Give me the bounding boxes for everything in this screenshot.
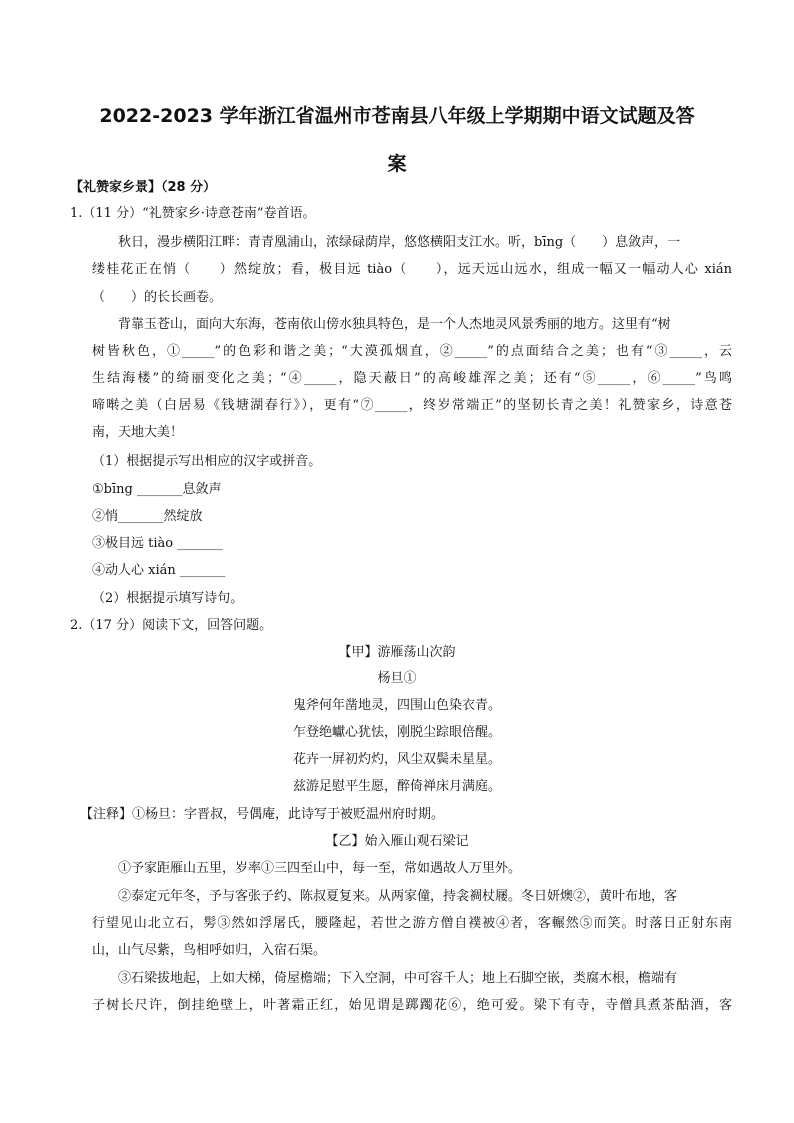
q1-item: ④动人心 xián _______ xyxy=(92,563,226,578)
q1-para2-line: 生结海楼”的绮丽变化之美；“④_____，隐天蔽日”的高峻雄浑之美；还有“⑤_____，⑥_____”鸟鸣 xyxy=(92,371,732,386)
q1-sub1: （1）根据提示写出相应的汉字或拼音。 xyxy=(92,454,322,469)
prose-line: 山，山气尽紫，鸟相呼如归，入宿石渠。 xyxy=(92,943,327,958)
poem-line: 鬼斧何年凿地灵，四围山色染衣青。 xyxy=(292,698,501,713)
q1-para1-line: 缕桂花正在悄（ ）然绽放；看，极目远 tiào（ ），远天远山远水，组成一幅又一幅动人心 xián xyxy=(92,262,732,277)
prose-line: ①予家距雁山五里，岁率①三四至山中，每一至，常如遇故人万里外。 xyxy=(118,861,522,876)
poem-author: 杨旦① xyxy=(377,671,417,686)
q1-para2-line: 背靠玉苍山，面向大东海，苍南依山傍水独具特色，是一个人杰地灵风景秀丽的地方。这里有“树 xyxy=(118,317,671,332)
q1-sub2: （2）根据提示填写诗句。 xyxy=(92,591,244,606)
section-header xyxy=(70,178,216,198)
document-title xyxy=(60,92,734,188)
title-line-1: 2022-2023 学年浙江省温州市苍南县八年级上学期期中语文试题及答 xyxy=(99,105,695,127)
prose-line: ③石梁拔地起，上如大梯，倚屋檐端；下入空洞，中可容千人；地上石脚空嵌，类腐木根，檐端有 xyxy=(118,971,678,986)
prose-line: 子树长尺许，倒挂绝壁上，叶著霜正红，始见谓是踯躅花⑥，绝可爱。梁下有寺，寺僧具煮茶酤酒，客 xyxy=(92,998,732,1013)
q1-para2-line: 树皆秋色，①_____”的色彩和谐之美；“大漠孤烟直，②_____”的点面结合之美；也有“③_____，云 xyxy=(92,344,732,359)
q1-stem: 1.（11 分）“礼赞家乡·诗意苍南”卷首语。 xyxy=(70,206,316,221)
poem-title: 【甲】游雁荡山次韵 xyxy=(338,645,456,660)
q1-item: ①bīng _______息敛声 xyxy=(92,482,222,497)
poem-line: 花卉一屏初灼灼，风尘双鬓未星星。 xyxy=(292,752,501,767)
q1-para1-line: 秋日，漫步横阳江畔：青青凰浦山，浓绿碌荫岸，悠悠横阳支江水。听，bīng（ ）息敛声，一 xyxy=(118,235,681,250)
q1-para1-line: （ ）的长长画卷。 xyxy=(92,290,223,305)
poem-line: 乍登绝巘心犹怯，刚脱尘踪眼倍醒。 xyxy=(292,725,501,740)
prose-line: ②泰定元年冬，予与客张子约、陈叔夏复来。从两家僮，持衾裯杖屦。冬日妍燠②，黄叶布地，客 xyxy=(118,889,678,904)
poem-line: 兹游足慰平生愿，醉倚禅床月满庭。 xyxy=(292,779,501,794)
poem-note: 【注释】①杨旦：字晋叔，号偶庵，此诗写于被贬温州府时期。 xyxy=(80,807,445,822)
q1-para2-line: 啼啭之美（白居易《钱塘湖春行》），更有“⑦_____，终岁常端正”的坚韧长青之美！礼赞家乡，诗意苍 xyxy=(92,398,732,413)
q1-para2-line: 南，天地大美！ xyxy=(92,425,184,440)
q2-stem: 2.（17 分）阅读下文，回答问题。 xyxy=(70,618,273,633)
q1-item: ②悄_______然绽放 xyxy=(92,509,203,524)
title-line-2: 案 xyxy=(387,153,407,175)
section-header-label: 【礼赞家乡景】 xyxy=(70,180,162,195)
q1-item: ③极目远 tiào _______ xyxy=(92,536,223,551)
prose-title: 【乙】始入雁山观石梁记 xyxy=(325,834,469,849)
prose-line: 行望见山北立石，髣③然如浮屠氏，腰隆起，若世之游方僧自襆被④者，客輾然⑤而笑。时落日正射东南 xyxy=(92,916,732,931)
section-score: （28 分） xyxy=(161,180,217,195)
